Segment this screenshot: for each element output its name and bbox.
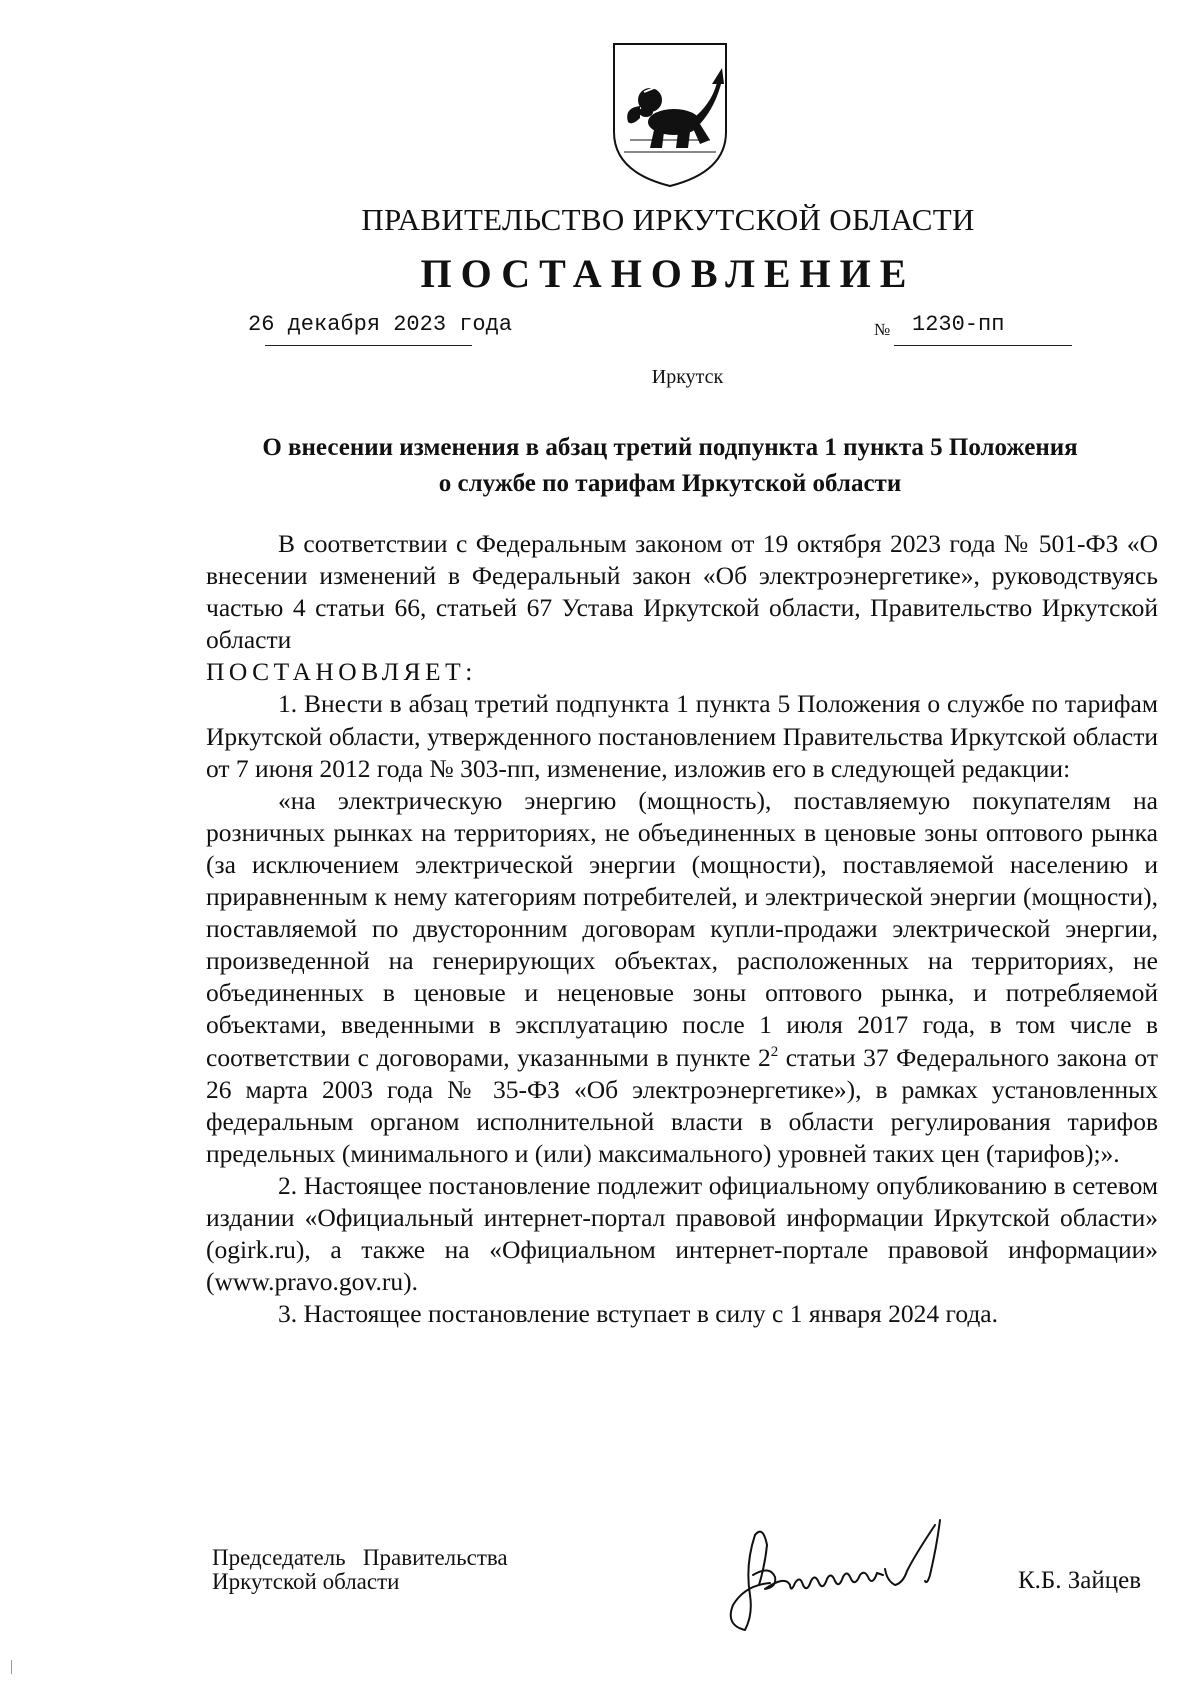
government-name: ПРАВИТЕЛЬСТВО ИРКУТСКОЙ ОБЛАСТИ xyxy=(361,202,975,237)
document-date: 26 декабря 2023 года xyxy=(248,312,513,337)
superscript: 2 xyxy=(770,1043,779,1060)
preamble-paragraph: В соответствии с Федеральным законом от 19 октября 2023 года № 501-ФЗ «О внесении изменений в Федеральный закон «Об электроэнергетике», руководствуясь частью 4 статьи 66, статьей 67 Устава Иркутской области, Правительство Иркутской области xyxy=(206,529,1158,655)
document-type: ПОСТАНОВЛЕНИЕ xyxy=(420,251,916,296)
resolves-heading: ПОСТАНОВЛЯЕТ: xyxy=(206,657,477,687)
signer-name: К.Б. Зайцев xyxy=(1018,1567,1142,1594)
document-number: 1230-пп xyxy=(912,312,1005,337)
quoted-text-paragraph xyxy=(206,785,1158,1170)
item-3-paragraph: 3. Настоящее постановление вступает в силу с 1 января 2024 года. xyxy=(278,1299,999,1329)
quoted-text-part-1: «на электрическую энергию (мощность), поставляемую покупателям на розничных рынках на территориях, не объединенных в ценовые зоны оптового рынка (за исключением электрической энергии (мощности), поставляемой населению и приравненным к нему категориям потребителей, и электрической энергии (мощности), поставляемой по двусторонним договорам купли-продажи электрической энергии, произведенной на генерирующих объектах, расположенных на территориях, не объединенных в ценовые и неценовые зоны оптового рынка, и потребляемой объектами, введенными в эксплуатацию после 1 июля 2017 года, в том числе в соответствии с договорами, указанными в пункте 2 xyxy=(206,785,1158,1072)
handwritten-signature xyxy=(715,1505,1005,1635)
signer-position xyxy=(212,1546,508,1594)
sable-coat-of-arms-icon xyxy=(610,40,730,190)
document-title xyxy=(190,430,1150,502)
item-2-paragraph: 2. Настоящее постановление подлежит официальному опубликованию в сетевом издании «Официальный интернет-портал правовой информации Иркутской области» (ogirk.ru), а также на «Официальном интернет-портале правовой информации» (www.pravo.gov.ru). xyxy=(206,1170,1158,1297)
date-underline xyxy=(265,345,472,346)
item-1-paragraph: 1. Внести в абзац третий подпункта 1 пункта 5 Положения о службе по тарифам Иркутской области, утвержденного постановлением Правительства Иркутской области от 7 июня 2012 года № 303-пп, изменение, изложив его в следующей редакции: xyxy=(206,689,1158,783)
city: Иркутск xyxy=(651,366,724,388)
page-edge-mark xyxy=(11,1660,12,1674)
title-line-1: О внесении изменения в абзац третий подпункта 1 пункта 5 Положения xyxy=(262,434,1078,461)
number-underline xyxy=(894,345,1072,346)
quoted-text-part-2: статьи 37 Федерального закона от 26 марта 2003 года № 35-ФЗ «Об электроэнергетике»), в рамках установленных федеральным органом исполнительной власти в области регулирования тарифов предельных (минимального и (или) максимального) уровней таких цен (тарифов);». xyxy=(206,1042,1158,1168)
document-body xyxy=(206,528,1158,1330)
signer-position-line-2: Иркутской области xyxy=(212,1569,400,1594)
signer-position-line-1: Председатель Правительства xyxy=(212,1545,508,1570)
number-sign: № xyxy=(874,320,891,339)
title-line-2: о службе по тарифам Иркутской области xyxy=(438,470,902,497)
